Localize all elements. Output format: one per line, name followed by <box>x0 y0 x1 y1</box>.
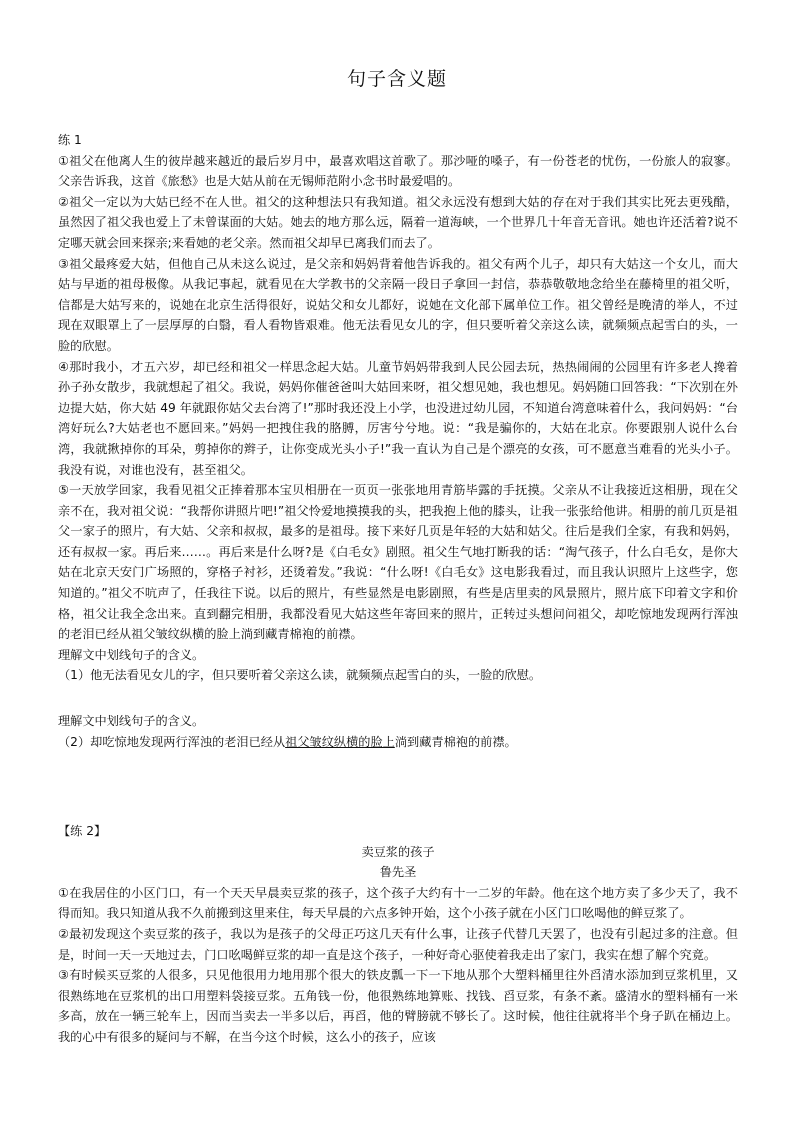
exercise-2-label: 【练 2】 <box>58 824 107 838</box>
question-instruction: 理解文中划线句子的含义。 <box>58 714 205 728</box>
exercise-2-passage <box>58 821 738 1048</box>
paragraph: ⑤一天放学回家，我看见祖父正捧着那本宝贝相册在一页页一张张地用青筋毕露的手抚摸。父亲从不让我接近这相册，现在父亲不在，我对祖父说：“我帮你讲照片吧!”祖父怜爱地摸摸我的头，把我抱上他的膝头，让我一张张给他讲。相册的前几页是祖父一家子的照片，有大姑、父亲和叔叔，最多的是祖母。接下来好几页是年轻的大姑和姑父。往后是我们全家，有我和妈妈，还有叔叔一家。再后来……。再后来是什么呀?是《白毛女》剧照。祖父生气地打断我的话：“淘气孩子，什么白毛女，是你大姑在北京天安门广场照的，穿格子衬衫，还烫着发。”我说：“什么呀!《白毛女》这电影我看过，而且我认识照片上这些字，您知道的。”祖父不吭声了，任我往下说。以后的照片，有些显然是电影剧照，有些是店里卖的风景照片，照片底下印着文字和价格，祖父让我全念出来。直到翻完相册，我都没看见大姑这些年寄回来的照片，正转过头想问问祖父，却吃惊地发现两行浑浊的老泪已经从祖父皱纹纵横的脸上淌到藏青棉袍的前襟。 <box>58 483 738 642</box>
question-2 <box>58 732 738 753</box>
question-1: （1）他无法看见女儿的字，但只要听着父亲这么读，就频频点起雪白的头，一脸的欣慰。 <box>58 668 542 683</box>
paragraph: ③有时候买豆浆的人很多，只见他很用力地用那个很大的铁皮瓢一下一下地从那个大塑料桶里往外舀清水添加到豆浆机里，又很熟练地在豆浆机的出口用塑料袋接豆浆。五角钱一份，他很熟练地算账、找钱、舀豆浆，有条不紊。盛清水的塑料桶有一米多高，放在一辆三轮车上，因而当卖去一半多以后，再舀，他的臂膀就不够长了。这时候，他往往就将半个身子趴在桶边上。我的心中有很多的疑问与不解，在当今这个时候，这么小的孩子，应该 <box>58 968 738 1044</box>
page-title: 句子含义题 <box>346 68 447 90</box>
paragraph: ④那时我小，才五六岁，却已经和祖父一样思念起大姑。儿童节妈妈带我到人民公园去玩，热热闹闹的公园里有许多老人搀着孙子孙女散步，我就想起了祖父。我说，妈妈你催爸爸叫大姑回来呀，祖父想见她，我也想见。妈妈随口回答我：“下次别在外边提大姑，你大姑 49 年就跟你姑父去台湾了!”那时我还没上小学，也没进过幼儿园，不知道台湾意味着什么，我问妈妈：“台湾好玩么?大姑老也不愿回来。”妈妈一把拽住我的胳膊，厉害兮兮地。说：“我是骗你的，大姑在北京。你要跟别人说什么台湾，我就揪掉你的耳朵，剪掉你的辫子，让你变成光头小子!”我一直认为自己是个漂亮的女孩，可不愿意当难看的光头小子。我没有说，对谁也没有，甚至祖父。 <box>58 359 738 477</box>
exercise-1-label: 练 1 <box>58 133 82 147</box>
question-2-block <box>58 711 738 752</box>
paragraph: ②祖父一定以为大姑已经不在人世。祖父的这种想法只有我知道。祖父永远没有想到大姑的存在对于我们其实比死去更残酷，虽然因了祖父我也爱上了未曾谋面的大姑。她去的地方那么远，隔着一道海峡，一个世界几十年音无音讯。她也许还活着?说不定哪天就会回来探亲;来看她的老父亲。然而祖父却早已离我们而去了。 <box>58 194 738 250</box>
question-2-text-end: 淌到藏青棉袍的前襟。 <box>394 734 517 749</box>
question-2-text: （2）却吃惊地发现两行浑浊的老泪已经从 <box>58 734 286 749</box>
paragraph: ①祖父在他离人生的彼岸越来越近的最后岁月中，最喜欢唱这首歌了。那沙哑的嗓子，有一份苍老的忧伤，一份旅人的寂寥。父亲告诉我，这首《旅愁》也是大姑从前在无锡师范附小念书时最爱唱的。 <box>58 153 738 189</box>
paragraph: ①在我居住的小区门口，有一个天天早晨卖豆浆的孩子，这个孩子大约有十一二岁的年龄。他在这个地方卖了多少天了，我不得而知。我只知道从我不久前搬到这里来住，每天早晨的六点多钟开始，这个小孩子就在小区门口吆喝他的鲜豆浆了。 <box>58 885 738 921</box>
paragraph: ③祖父最疼爱大姑，但他自己从未这么说过，是父亲和妈妈背着他告诉我的。祖父有两个儿子，却只有大姑这一个女儿，而大姑与早逝的祖母极像。从我记事起，就看见在大学教书的父亲隔一段日子拿回一封信，恭恭敬敬地念给坐在藤椅里的祖父听，信都是大姑写来的，说她在北京生活得很好，说姑父和女儿都好，说她在文化部下属单位工作。祖父曾经是晚清的举人，不过现在双眼罩上了一层厚厚的白翳，看人看物皆艰难。他无法看见女儿的字，但只要听着父亲这么读，就频频点起雪白的头，一脸的欣慰。 <box>58 256 738 353</box>
underlined-phrase: 祖父皱纹纵横的脸上 <box>285 734 395 749</box>
passage-title: 卖豆浆的孩子 <box>361 844 435 859</box>
question-instruction: 理解文中划线句子的含义。 <box>58 647 205 662</box>
paragraph: ②最初发现这个卖豆浆的孩子，我以为是孩子的父母正巧这几天有什么事，让孩子代替几天罢了，也没有引起过多的注意。但是，时间一天一天地过去，门口吆喝鲜豆浆的却一直是这个孩子，一种好奇心驱使着我走出了家门，我实在想了解个究竟。 <box>58 926 738 962</box>
exercise-1-passage <box>58 130 738 686</box>
passage-author: 鲁先圣 <box>379 865 417 880</box>
